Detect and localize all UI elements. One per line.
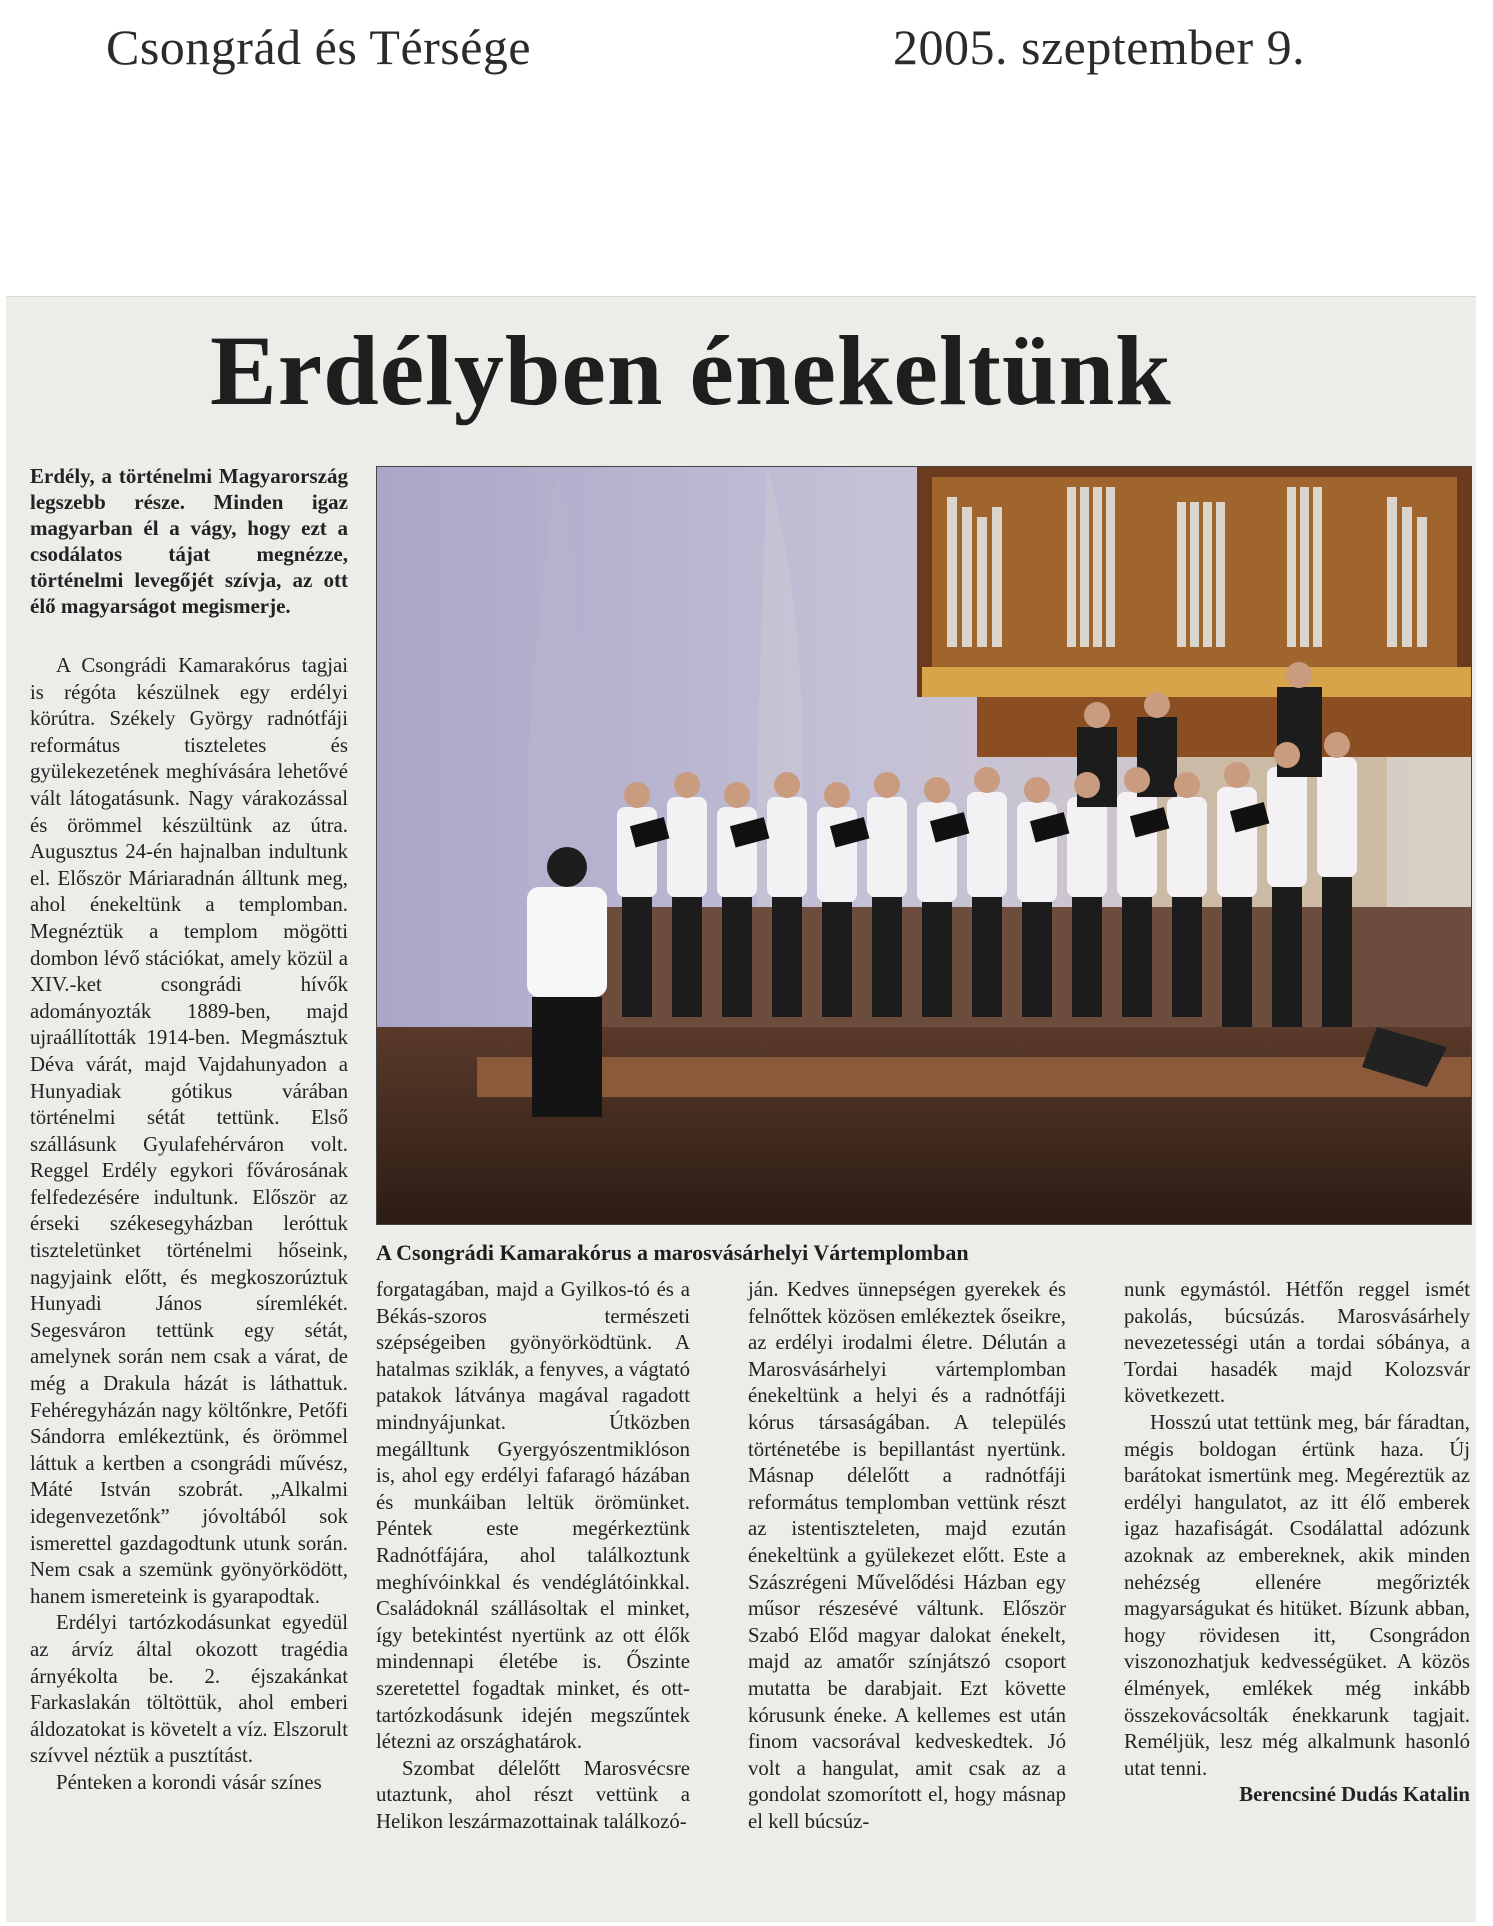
article-column-1 [30, 463, 348, 1797]
article-paragraph: forgatagában, majd a Gyilkos-tó és a Békás-szoros természeti szépségeiben gyönyörködtünk. A hatalmas sziklák, a fenyves, a vágtató patakok látványa magával ragadott mindnyájunkat. Útközben megálltunk Gyergyószentmiklóson is, ahol egy erdélyi fafaragó házában és munkáiban leltük örömünket. Péntek este megérkeztünk Radnótfájára, ahol találkoztunk meghívóinkkal és vendéglátóinkkal. Családoknál szállásoltak el minket, így betekintést nyertünk az ott élők mindennapi életébe is. Őszinte szeretettel fogadtak minket, és ott-tartózkodásunk idején megszűntek létezni az országhatárok. [376, 1278, 690, 1754]
article-paragraph: nunk egymástól. Hétfőn reggel ismét pakolás, búcsúzás. Marosvásárhely nevezetességi után a tordai sóbánya, a Tordai hasadék majd Kolozsvár következett. [1124, 1278, 1470, 1408]
article-paragraph: A Csongrádi Kamarakórus tagjai is régóta készülnek egy erdélyi körútra. Székely György radnótfáji református tiszteletes és gyülekezetének meghívására lehetővé vált látogatásunk. Nagy várakozással és örömmel készültünk az útra. Augusztus 24-én hajnalban indultunk el. Először Máriaradnán álltunk meg, ahol énekeltünk a templomban. Megnéztük a templom mögötti dombon lévő stációkat, amely közül a XIV.-ket csongrádi hívők adományozták 1889-ben, majd ujraállították 1914-ben. Megmásztuk Déva várát, majd Vajdahunyadon a Hunyadiak gótikus várában történelmi sétát tettünk. Első szállásunk Gyulafehérváron volt. Reggel Erdély egykori fővárosának felfedezésére indultunk. Először az érseki székesegyházban leróttuk tiszteletünket történelmi hőseink, nagyjaink előtt, és megkoszorúztuk Hunyadi János síremlékét. Segesváron tettünk egy sétát, amelynek során nem csak a várat, de még a Drakula házát is láthattuk. Fehéregyházán nagy költőnkre, Petőfi Sándorra emlékeztünk, és örömmel láttuk a kertben a csongrádi művész, Máté István szobrát. „Alkalmi idegenvezetőnk” jóvoltából sok ismerettel gazdagodtunk utunk során. Nem csak a szemünk gyönyörködött, hanem ismereteink is gyarapodtak. [30, 654, 348, 1608]
article-signature: Berencsiné Dudás Katalin [1239, 1783, 1470, 1807]
choir-photo [376, 466, 1472, 1225]
article-paragraph: Szombat délelőtt Marosvécsre utaztunk, ahol részt vettünk a Helikon leszármazottainak találkozó- [376, 1756, 690, 1833]
article-paragraph: Hosszú utat tettünk meg, bár fáradtan, mégis boldogan értünk haza. Új barátokat ismertünk meg. Megéreztük az erdélyi hangulatot, az itt élő emberek igaz hazafiságát. Csodálattal adózunk azoknak az embereknek, akik minden nehézség ellenére megőrizték magyarságukat és hitüket. Bízunk abban, hogy rövidesen itt, Csongrádon viszonozhatjuk kedvességüket. A közös élmények, emlékek még inkább összekovácsolták énekkarunk tagjait. Reméljük, lesz még alkalmunk hasonló utat tenni. [1124, 1410, 1470, 1780]
article-column-3 [748, 1277, 1066, 1835]
article-paragraph: Erdélyi tartózkodásunkat egyedül az árvíz által okozott tragédia árnyékolta be. 2. éjszakánkat Farkaslakán töltöttük, ahol emberi áldozatokat is követelt a víz. Elszorult szívvel néztük a pusztítást. [30, 1611, 348, 1768]
photo-caption: A Csongrádi Kamarakórus a marosvásárhelyi Vártemplomban [376, 1240, 969, 1265]
article-headline: Erdélyben énekeltünk [210, 315, 1172, 426]
choir-photo-illustration [377, 467, 1471, 1224]
article-paragraph: Pénteken a korondi vásár színes [56, 1770, 322, 1794]
article-lead: Erdély, a történelmi Magyarország legszebb része. Minden igaz magyarban él a vágy, hogy ezt a csodálatos tájat megnézze, történelmi levegőjét szívja, az ott élő magyarságot megismerje. [30, 464, 348, 618]
article-column-4 [1124, 1277, 1470, 1809]
header-date: 2005. szeptember 9. [893, 19, 1306, 75]
header-publication: Csongrád és Térsége [106, 19, 532, 75]
article-column-2 [376, 1277, 690, 1835]
article-paragraph: ján. Kedves ünnepségen gyerekek és felnőttek közösen emlékeztek őseikre, az erdélyi irodalmi életre. Délután a Marosvásárhelyi vártemplomban énekeltünk a helyi és a radnótfáji kórus társaságában. A település történetébe is bepillantást nyertünk. Másnap délelőtt a radnótfáji református templomban vettünk részt az istentiszteleten, majd ezután énekeltünk a gyülekezet előtt. Este a Szászrégeni Művelődési Házban egy műsor részesévé váltunk. Először Szabó Előd magyar dalokat énekelt, majd az amatőr színjátszó csoport mutatta be darabjait. Ezt követte kórusunk éneke. A kellemes est után finom vacsorával kedveskedtek. Jó volt a hangulat, amit csak az a gondolat szomorított el, hogy másnap el kell búcsúz- [748, 1278, 1066, 1833]
